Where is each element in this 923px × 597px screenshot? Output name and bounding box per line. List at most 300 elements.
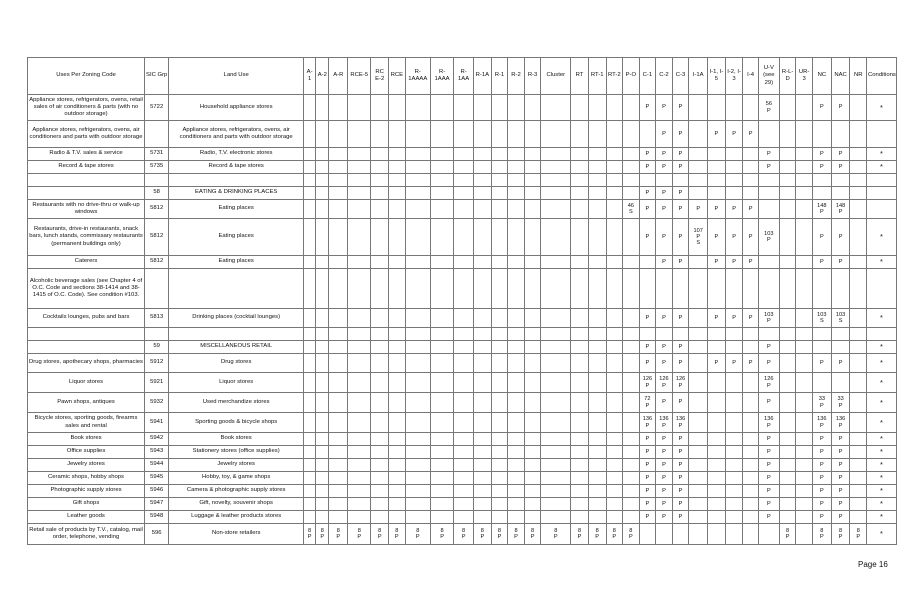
zone-cell xyxy=(689,328,708,341)
column-header: A-2 xyxy=(316,58,329,95)
sic-cell: 5722 xyxy=(145,95,169,121)
zone-cell xyxy=(812,269,831,309)
zone-cell: P xyxy=(708,256,726,269)
zone-cell xyxy=(541,309,571,328)
uses-cell: Cocktails lounges, pubs and bars xyxy=(28,309,145,328)
zone-cell xyxy=(689,524,708,545)
conditions-cell: * xyxy=(867,148,897,161)
zone-cell xyxy=(571,485,589,498)
sic-cell: 5921 xyxy=(145,373,169,393)
zone-cell xyxy=(831,174,850,187)
zone-cell: P xyxy=(743,219,758,256)
zone-cell xyxy=(743,373,758,393)
zone-cell xyxy=(850,413,867,433)
zone-cell xyxy=(541,219,571,256)
zone-cell xyxy=(779,219,796,256)
zone-cell xyxy=(316,341,329,354)
sic-cell xyxy=(145,269,169,309)
zone-cell xyxy=(689,256,708,269)
zone-cell: 8 P xyxy=(304,524,316,545)
zone-cell xyxy=(524,161,541,174)
zone-cell xyxy=(623,174,640,187)
zone-cell xyxy=(689,269,708,309)
table-row xyxy=(28,121,897,148)
sic-cell: 5941 xyxy=(145,413,169,433)
zone-cell xyxy=(389,187,406,200)
column-header: Conditions xyxy=(867,58,897,95)
zone-cell xyxy=(454,200,474,219)
zone-cell xyxy=(588,446,606,459)
zone-cell xyxy=(474,121,492,148)
table-row xyxy=(28,393,897,413)
zone-cell xyxy=(524,95,541,121)
zone-cell xyxy=(454,148,474,161)
zone-cell xyxy=(588,161,606,174)
zone-cell xyxy=(743,472,758,485)
zone-cell: 103 S xyxy=(831,309,850,328)
zone-cell xyxy=(474,148,492,161)
zone-cell xyxy=(541,341,571,354)
column-header: RCE xyxy=(389,58,406,95)
zone-cell: 8 P xyxy=(329,524,348,545)
column-header: U-V (see 29) xyxy=(758,58,779,95)
zone-cell xyxy=(689,393,708,413)
land-use-cell: Camera & photographic supply stores xyxy=(169,485,304,498)
land-use-cell: Appliance stores, refrigerators, ovens, air conditioners and parts with outdoor storage xyxy=(169,121,304,148)
zone-cell xyxy=(389,309,406,328)
column-header: C-3 xyxy=(672,58,689,95)
zone-cell xyxy=(725,174,743,187)
zone-cell xyxy=(743,328,758,341)
zone-cell: P xyxy=(639,219,656,256)
table-row xyxy=(28,341,897,354)
zone-cell xyxy=(623,485,640,498)
zone-cell xyxy=(474,459,492,472)
zone-cell xyxy=(779,269,796,309)
zone-cell xyxy=(474,256,492,269)
zone-cell xyxy=(389,413,406,433)
zone-cell xyxy=(348,256,371,269)
zone-cell xyxy=(541,95,571,121)
zone-cell xyxy=(508,200,525,219)
zone-cell xyxy=(779,256,796,269)
zone-cell xyxy=(316,187,329,200)
zone-cell xyxy=(571,95,589,121)
zone-cell xyxy=(588,485,606,498)
zone-cell xyxy=(508,174,525,187)
table-row xyxy=(28,354,897,373)
zone-cell xyxy=(571,174,589,187)
zone-cell xyxy=(588,95,606,121)
zone-cell: P xyxy=(758,341,779,354)
zone-cell xyxy=(329,511,348,524)
zone-cell xyxy=(606,174,623,187)
zone-cell xyxy=(371,511,389,524)
zone-cell xyxy=(316,373,329,393)
table-row xyxy=(28,413,897,433)
zone-cell xyxy=(389,174,406,187)
zone-cell: 148 P xyxy=(812,200,831,219)
zoning-use-table xyxy=(27,57,897,545)
table-row xyxy=(28,459,897,472)
zone-cell xyxy=(606,309,623,328)
zone-cell xyxy=(348,373,371,393)
zone-cell xyxy=(474,269,492,309)
sic-cell: 596 xyxy=(145,524,169,545)
zone-cell xyxy=(348,200,371,219)
zone-cell xyxy=(474,95,492,121)
zone-cell xyxy=(524,269,541,309)
zone-cell xyxy=(316,413,329,433)
zone-cell xyxy=(524,219,541,256)
land-use-cell: Hobby, toy, & game shops xyxy=(169,472,304,485)
zone-cell xyxy=(623,148,640,161)
zone-cell xyxy=(623,373,640,393)
sic-cell xyxy=(145,174,169,187)
zone-cell xyxy=(304,309,316,328)
zone-cell xyxy=(371,459,389,472)
zone-cell xyxy=(708,373,726,393)
zone-cell: 126 P xyxy=(672,373,689,393)
zone-cell xyxy=(348,219,371,256)
zone-cell xyxy=(474,354,492,373)
zone-cell xyxy=(743,148,758,161)
zone-cell xyxy=(474,446,492,459)
table-row xyxy=(28,328,897,341)
column-header: R-1AA xyxy=(454,58,474,95)
zone-cell xyxy=(725,341,743,354)
zone-cell: P xyxy=(656,341,673,354)
zone-cell xyxy=(796,341,813,354)
zone-cell xyxy=(389,511,406,524)
zone-cell xyxy=(405,472,430,485)
zone-cell: P xyxy=(831,148,850,161)
column-header: I-2, I-3 xyxy=(725,58,743,95)
land-use-cell: Luggage & leather products stores xyxy=(169,511,304,524)
zone-cell xyxy=(606,341,623,354)
zone-cell xyxy=(850,269,867,309)
zone-cell: 8 P xyxy=(623,524,640,545)
sic-cell: 5812 xyxy=(145,200,169,219)
zone-cell xyxy=(743,161,758,174)
zone-cell: 8 P xyxy=(588,524,606,545)
zone-cell xyxy=(606,446,623,459)
zone-cell xyxy=(508,121,525,148)
zone-cell xyxy=(623,256,640,269)
zone-cell: P xyxy=(672,256,689,269)
zone-cell xyxy=(571,413,589,433)
zone-cell xyxy=(571,148,589,161)
zone-cell xyxy=(491,393,508,413)
uses-cell xyxy=(28,341,145,354)
zone-cell xyxy=(708,472,726,485)
zone-cell: P xyxy=(758,148,779,161)
zone-cell: P xyxy=(672,161,689,174)
table-row xyxy=(28,269,897,309)
zone-cell xyxy=(316,121,329,148)
uses-cell: Liquor stores xyxy=(28,373,145,393)
zone-cell xyxy=(405,328,430,341)
zone-cell xyxy=(491,373,508,393)
zone-cell xyxy=(371,200,389,219)
zone-cell xyxy=(623,95,640,121)
zone-cell xyxy=(850,433,867,446)
zone-cell xyxy=(571,187,589,200)
zone-cell xyxy=(405,433,430,446)
land-use-cell: Eating places xyxy=(169,219,304,256)
zone-cell xyxy=(689,511,708,524)
conditions-cell: * xyxy=(867,472,897,485)
zone-cell xyxy=(508,187,525,200)
zone-cell xyxy=(571,200,589,219)
zone-cell xyxy=(796,309,813,328)
zone-cell xyxy=(508,373,525,393)
zone-cell xyxy=(348,393,371,413)
land-use-cell: Eating places xyxy=(169,200,304,219)
zone-cell xyxy=(371,219,389,256)
zone-cell xyxy=(524,121,541,148)
zone-cell xyxy=(348,148,371,161)
zone-cell xyxy=(571,459,589,472)
zone-cell xyxy=(571,219,589,256)
zone-cell xyxy=(430,446,453,459)
zone-cell xyxy=(850,200,867,219)
zone-cell xyxy=(743,459,758,472)
zone-cell xyxy=(371,433,389,446)
zone-cell xyxy=(639,524,656,545)
column-header: UR-3 xyxy=(796,58,813,95)
zone-cell xyxy=(491,174,508,187)
zone-cell: P xyxy=(656,187,673,200)
zone-cell: P xyxy=(656,446,673,459)
zone-cell xyxy=(524,485,541,498)
zone-cell xyxy=(796,354,813,373)
page-number: Page 16 xyxy=(858,560,888,569)
zone-cell: P xyxy=(725,200,743,219)
zone-cell xyxy=(623,121,640,148)
zone-cell xyxy=(524,511,541,524)
zone-cell: P xyxy=(812,459,831,472)
zone-cell: P xyxy=(758,498,779,511)
column-header: I-1A xyxy=(689,58,708,95)
zone-cell xyxy=(454,485,474,498)
zone-cell xyxy=(304,393,316,413)
zone-cell xyxy=(796,511,813,524)
zone-cell: 8 P xyxy=(430,524,453,545)
zone-cell xyxy=(389,256,406,269)
conditions-cell xyxy=(867,328,897,341)
zone-cell xyxy=(656,269,673,309)
zone-cell xyxy=(606,485,623,498)
zone-cell xyxy=(779,161,796,174)
zone-cell xyxy=(348,341,371,354)
zone-cell xyxy=(491,472,508,485)
zone-cell xyxy=(850,256,867,269)
zone-cell xyxy=(588,328,606,341)
zone-cell xyxy=(329,328,348,341)
zone-cell: P xyxy=(672,187,689,200)
zone-cell xyxy=(371,161,389,174)
zone-cell: 8 P xyxy=(606,524,623,545)
zone-cell xyxy=(796,174,813,187)
zone-cell: P xyxy=(672,459,689,472)
zone-cell xyxy=(672,328,689,341)
zone-cell xyxy=(796,433,813,446)
zone-cell xyxy=(779,328,796,341)
zone-cell xyxy=(348,433,371,446)
zone-cell: 33 P xyxy=(812,393,831,413)
zone-cell: 103 P xyxy=(758,219,779,256)
zone-cell xyxy=(725,511,743,524)
zone-cell: P xyxy=(639,459,656,472)
zone-cell xyxy=(758,328,779,341)
zone-cell: P xyxy=(708,200,726,219)
land-use-cell: Household appliance stores xyxy=(169,95,304,121)
zone-cell: P xyxy=(743,354,758,373)
zone-cell xyxy=(743,485,758,498)
zone-cell xyxy=(571,393,589,413)
zone-cell xyxy=(524,328,541,341)
zone-cell xyxy=(304,433,316,446)
zone-cell xyxy=(758,524,779,545)
zone-cell xyxy=(831,373,850,393)
zone-cell: P xyxy=(639,354,656,373)
zone-cell xyxy=(389,121,406,148)
zone-cell xyxy=(571,256,589,269)
conditions-cell xyxy=(867,121,897,148)
zone-cell: P xyxy=(639,446,656,459)
zone-cell xyxy=(623,269,640,309)
zone-cell xyxy=(491,95,508,121)
zone-cell xyxy=(508,485,525,498)
zone-cell xyxy=(639,121,656,148)
zone-cell xyxy=(371,472,389,485)
zone-cell xyxy=(430,219,453,256)
zone-cell: P xyxy=(812,219,831,256)
column-header: SIC Grp xyxy=(145,58,169,95)
zone-cell xyxy=(508,269,525,309)
zone-cell xyxy=(725,413,743,433)
zone-cell xyxy=(371,269,389,309)
zone-cell xyxy=(491,511,508,524)
zone-cell xyxy=(623,219,640,256)
zone-cell xyxy=(304,472,316,485)
zone-cell xyxy=(606,328,623,341)
zone-cell xyxy=(541,121,571,148)
zone-cell xyxy=(304,373,316,393)
zone-cell: P xyxy=(639,341,656,354)
zone-cell xyxy=(491,413,508,433)
zone-cell: 46 S xyxy=(623,200,640,219)
zone-cell: P xyxy=(672,354,689,373)
zone-cell xyxy=(405,373,430,393)
zone-cell: P xyxy=(656,485,673,498)
zone-cell xyxy=(389,341,406,354)
zone-cell: P xyxy=(708,354,726,373)
zone-cell: P xyxy=(812,511,831,524)
zone-cell xyxy=(316,472,329,485)
zone-cell xyxy=(316,459,329,472)
conditions-cell: * xyxy=(867,373,897,393)
zone-cell: P xyxy=(708,309,726,328)
zone-cell xyxy=(743,413,758,433)
zone-cell xyxy=(689,485,708,498)
zone-cell xyxy=(850,341,867,354)
zone-cell xyxy=(541,393,571,413)
zone-cell xyxy=(850,95,867,121)
zone-cell: 136 P xyxy=(758,413,779,433)
table-row xyxy=(28,373,897,393)
zone-cell xyxy=(316,256,329,269)
zone-cell xyxy=(689,121,708,148)
zone-cell xyxy=(779,413,796,433)
zone-cell xyxy=(389,161,406,174)
land-use-cell: Drinking places (cocktail lounges) xyxy=(169,309,304,328)
zone-cell xyxy=(389,498,406,511)
zone-cell: P xyxy=(639,148,656,161)
zone-cell xyxy=(430,148,453,161)
zone-cell xyxy=(430,498,453,511)
zone-cell xyxy=(831,187,850,200)
zone-cell xyxy=(606,498,623,511)
zone-cell xyxy=(571,328,589,341)
zone-cell xyxy=(758,174,779,187)
zone-cell xyxy=(454,433,474,446)
zone-cell xyxy=(508,433,525,446)
zone-cell xyxy=(405,498,430,511)
zone-cell: P xyxy=(656,95,673,121)
zone-cell xyxy=(606,433,623,446)
zone-cell xyxy=(316,498,329,511)
zone-cell: P xyxy=(758,511,779,524)
zone-cell: P xyxy=(672,121,689,148)
zone-cell xyxy=(389,148,406,161)
zone-cell xyxy=(779,95,796,121)
zone-cell: P xyxy=(672,498,689,511)
zone-cell xyxy=(316,511,329,524)
zone-cell xyxy=(389,433,406,446)
zone-cell xyxy=(508,256,525,269)
zone-cell xyxy=(454,269,474,309)
table-row xyxy=(28,485,897,498)
uses-cell: Ceramic shops, hobby shops xyxy=(28,472,145,485)
zone-cell xyxy=(329,413,348,433)
zone-cell xyxy=(656,328,673,341)
column-header: Cluster xyxy=(541,58,571,95)
zone-cell xyxy=(725,459,743,472)
zone-cell: P xyxy=(672,433,689,446)
zone-cell xyxy=(588,269,606,309)
zone-cell xyxy=(454,341,474,354)
zone-cell xyxy=(812,341,831,354)
zone-cell: 8 P xyxy=(454,524,474,545)
zone-cell xyxy=(812,121,831,148)
zone-cell xyxy=(541,328,571,341)
zone-cell xyxy=(454,393,474,413)
zone-cell xyxy=(524,256,541,269)
table-row xyxy=(28,161,897,174)
zone-cell: P xyxy=(639,95,656,121)
zone-cell xyxy=(725,472,743,485)
zone-cell xyxy=(405,256,430,269)
zone-cell: P xyxy=(831,472,850,485)
zone-cell xyxy=(348,485,371,498)
sic-cell: 5947 xyxy=(145,498,169,511)
zone-cell: P xyxy=(812,256,831,269)
conditions-cell: * xyxy=(867,446,897,459)
zone-cell xyxy=(389,354,406,373)
zone-cell xyxy=(796,472,813,485)
